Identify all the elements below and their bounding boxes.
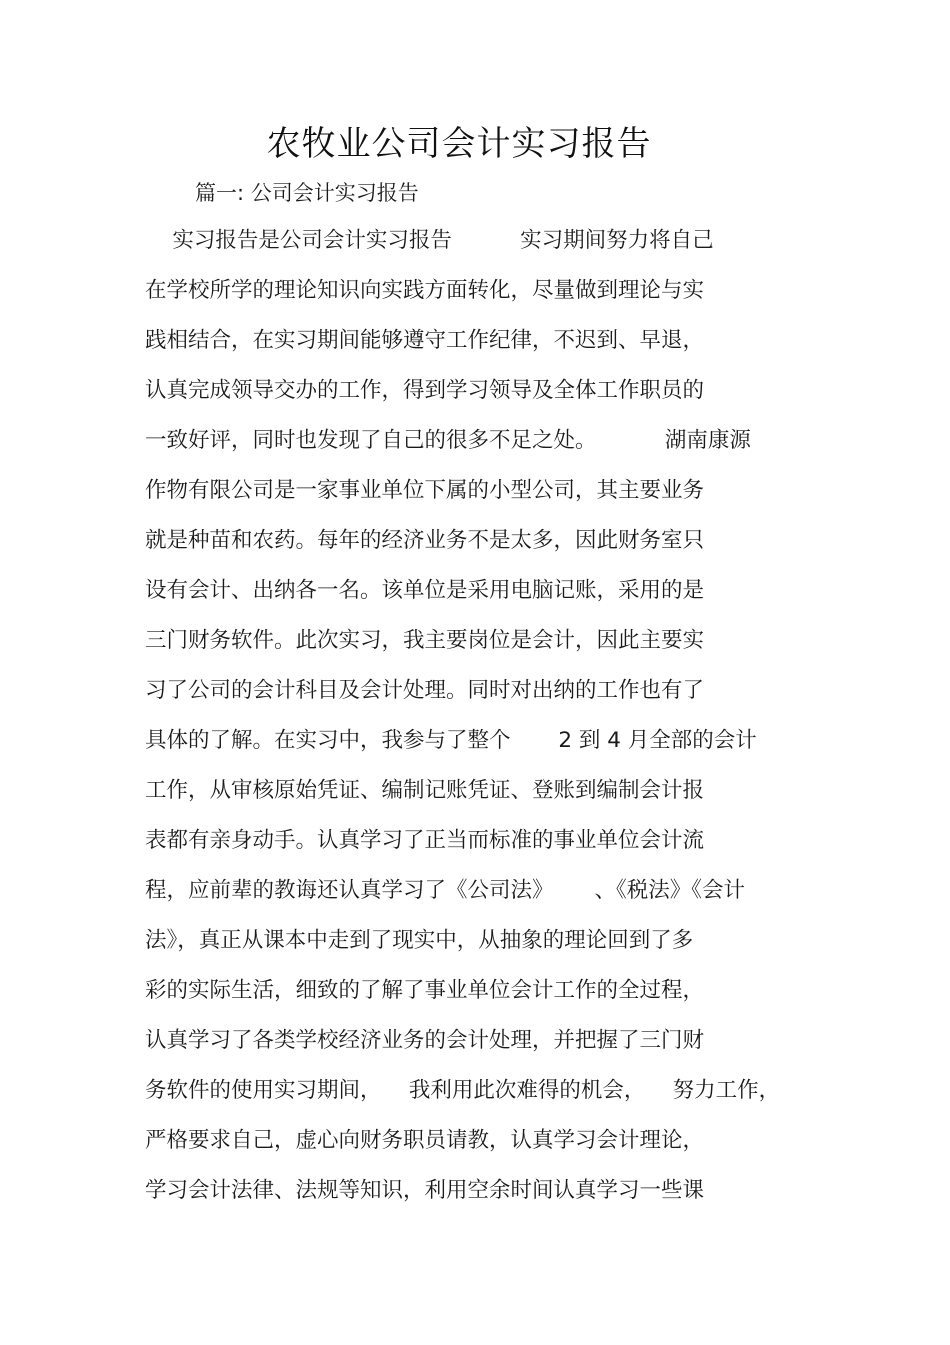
text-line: 在学校所学的理论知识向实践方面转化，尽量做到理论与实	[145, 278, 705, 303]
text-line: 认真学习了各类学校经济业务的会计处理，并把握了三门财	[145, 1028, 705, 1053]
text-line: 法》，真正从课本中走到了现实中，从抽象的理论回到了多	[145, 928, 694, 953]
text-line: 彩的实际生活，细致的了解了事业单位会计工作的全过程，	[145, 978, 705, 1003]
body-paragraph	[145, 224, 825, 1224]
text-line: 实习报告是公司会计实习报告 实习期间努力将自己	[145, 228, 714, 253]
text-line: 作物有限公司是一家事业单位下属的小型公司，其主要业务	[145, 478, 705, 503]
text-line: 程，应前辈的教诲还认真学习了《公司法》 、《税法》《会计	[145, 878, 746, 903]
text-line: 具体的了解。在实习中，我参与了整个 2 到 4 月全部的会计	[145, 728, 757, 753]
text-line: 认真完成领导交办的工作，得到学习领导及全体工作职员的	[145, 378, 705, 403]
text-line: 就是种苗和农药。每年的经济业务不是太多，因此财务室只	[145, 528, 705, 553]
text-line: 严格要求自己，虚心向财务职员请教，认真学习会计理论，	[145, 1128, 705, 1153]
page-title: 农牧业公司会计实习报告	[266, 124, 652, 164]
text-line: 表都有亲身动手。认真学习了正当而标准的事业单位会计流	[145, 828, 705, 853]
text-line: 务软件的使用实习期间， 我利用此次难得的机会， 努力工作，	[145, 1078, 781, 1103]
text-line: 三门财务软件。此次实习，我主要岗位是会计，因此主要实	[145, 628, 705, 653]
text-line: 工作，从审核原始凭证、编制记账凭证、登账到编制会计报	[145, 778, 705, 803]
text-line: 学习会计法律、法规等知识，利用空余时间认真学习一些课	[145, 1178, 705, 1203]
text-line: 践相结合，在实习期间能够遵守工作纪律，不迟到、早退，	[145, 328, 705, 353]
text-line: 一致好评，同时也发现了自己的很多不足之处。 湖南康源	[145, 428, 751, 453]
section-heading: 篇一: 公司会计实习报告	[195, 181, 419, 205]
text-line: 习了公司的会计科目及会计处理。同时对出纳的工作也有了	[145, 678, 705, 703]
text-line: 设有会计、出纳各一名。该单位是采用电脑记账，采用的是	[145, 578, 705, 603]
